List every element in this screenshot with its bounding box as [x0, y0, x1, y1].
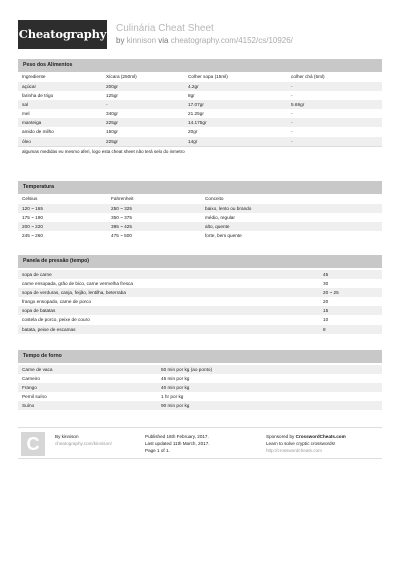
table-row [18, 279, 382, 288]
page-footer [18, 427, 382, 459]
column-header: Conceito [205, 196, 224, 201]
table-row [18, 127, 382, 136]
footer-dates-block [145, 433, 210, 454]
table-cell: 30 [323, 281, 329, 287]
table-row [18, 306, 382, 315]
by-label: by [116, 36, 125, 45]
table-cell: 50 min por kg (ao ponto) [161, 367, 213, 372]
section-heading: Temperatura [18, 181, 382, 194]
author-link[interactable]: kinnison [126, 36, 157, 45]
table-cell: 8gr [188, 93, 195, 99]
table-cell: - [291, 111, 293, 117]
table-row [18, 231, 382, 240]
table-cell: Frango [22, 385, 37, 391]
table-cell: manteiga [22, 120, 42, 126]
table-cell: costela de porco, peixe de couro [22, 317, 90, 323]
table-cell: mel [22, 111, 30, 117]
table-row [18, 392, 382, 401]
footer-author-url[interactable]: cheatography.com/kinnison/ [55, 441, 112, 446]
table-row [18, 315, 382, 324]
table-cell: 20gr [188, 129, 198, 135]
column-header: Xícara (250ml) [106, 74, 137, 79]
table-cell: 21.25gr [188, 111, 204, 117]
table-cell: 4.2gr [188, 84, 199, 89]
table-row [18, 401, 382, 410]
table-cell: alto, quente [205, 224, 230, 230]
section-tempo-forno [18, 350, 382, 410]
updated-date: Last updated 11th March, 2017. [145, 441, 210, 446]
table-cell: 125gr [106, 93, 118, 99]
section-note: algumas medidas eu mesmo aferi, logo esta cheat sheet não terá selo do inmetro [18, 146, 382, 156]
table-row [18, 204, 382, 213]
table-row [18, 100, 382, 109]
table-header-row [18, 194, 382, 204]
table-cell: 225gr [106, 120, 118, 126]
table-cell: óleo [22, 138, 31, 144]
section-heading: Peso dos Alimentos [18, 59, 382, 72]
table-cell: 17.07gr [188, 102, 204, 108]
table-cell: - [291, 93, 293, 99]
sponsor-tagline: Learn to solve cryptic crosswords! [266, 441, 336, 446]
sponsor-url[interactable]: http://crosswordcheats.com [266, 448, 322, 453]
table-cell: 40 min por kg [161, 385, 190, 391]
table-cell: açúcar [22, 84, 37, 89]
table-row [18, 137, 382, 146]
table-cell: sopa de carne [22, 272, 52, 277]
table-row [18, 118, 382, 127]
footer-author-link[interactable]: kinnison [61, 434, 79, 439]
section-temperatura [18, 181, 382, 240]
via-label: via [158, 36, 169, 45]
sheet-title: Culinária Cheat Sheet [116, 23, 214, 34]
column-header: Ingrediente [22, 74, 46, 79]
section-panela-pressao [18, 255, 382, 334]
section-heading: Tempo de forno [18, 350, 382, 363]
table-cell: batata, peixe de escamas [22, 326, 76, 332]
table-cell: forte, bem quente [205, 233, 242, 239]
table-cell: Pernil suíno [22, 394, 47, 400]
table-cell: farinha de trigo [22, 93, 54, 99]
table-cell: 14gr [188, 138, 198, 144]
table-row [18, 222, 382, 231]
table-cell: 20 ~ 25 [323, 290, 339, 296]
page-header [18, 20, 382, 50]
table-row [18, 383, 382, 392]
footer-author-line [55, 433, 112, 440]
table-row [18, 82, 382, 91]
table-cell: 120 ~ 165 [22, 206, 43, 211]
published-date: Published 16th February, 2017. [145, 434, 209, 439]
table-cell: 340gr [106, 111, 118, 117]
column-header: Colher sopa (15ml) [188, 74, 228, 79]
table-cell: 225gr [106, 138, 118, 144]
table-cell: médio, regular [205, 215, 235, 221]
table-cell: 350 ~ 375 [111, 215, 132, 221]
table-row [18, 91, 382, 100]
cheatography-c-icon: C [21, 432, 45, 456]
table-cell: 200gr [106, 84, 118, 89]
table-row [18, 325, 382, 334]
table-cell: sal [22, 102, 28, 108]
table-cell: 250 ~ 325 [111, 206, 132, 211]
table-row [18, 288, 382, 297]
column-header: Celsius [22, 196, 38, 201]
table-cell: 90 min por kg [161, 403, 190, 409]
table-cell: Suíno [22, 403, 35, 409]
table-cell: - [291, 84, 293, 89]
table-row [18, 270, 382, 279]
table-row [18, 374, 382, 383]
table-cell: 200 ~ 220 [22, 224, 43, 230]
table-row [18, 365, 382, 374]
table-cell: 15 [323, 308, 329, 314]
table-cell: Carneiro [22, 376, 40, 382]
sheet-url-link[interactable]: cheatography.com/4152/cs/10926/ [170, 36, 293, 45]
by-label: By [55, 434, 61, 439]
sponsor-line [266, 433, 346, 440]
table-cell: - [106, 102, 108, 108]
table-cell: sopa de batatas [22, 308, 56, 314]
table-cell: 150gr [106, 129, 118, 135]
section-peso-alimentos [18, 59, 382, 156]
footer-sponsor-block [266, 433, 346, 454]
table-cell: 395 ~ 425 [111, 224, 132, 230]
table-cell: 45 min por kg [161, 376, 190, 382]
table-cell: 175 ~ 190 [22, 215, 43, 221]
table-cell: 1 hr por kg [161, 394, 184, 400]
table-cell: frango ensopado, carne de porco [22, 299, 92, 305]
table-cell: 5.69gr [291, 102, 305, 108]
table-cell: 475 ~ 500 [111, 233, 132, 239]
byline [116, 36, 293, 45]
column-header: colher chá (5ml) [291, 74, 325, 79]
table-cell: Carne de vaca [22, 367, 53, 372]
page-number: Page 1 of 1. [145, 448, 170, 453]
section-heading: Panela de pressão (tempo) [18, 255, 382, 268]
table-cell: 8 [323, 326, 326, 332]
table-row [18, 297, 382, 306]
table-header-row [18, 72, 382, 82]
table-cell: - [291, 129, 293, 135]
sponsor-link[interactable]: CrosswordCheats.com [295, 434, 346, 439]
table-cell: carne ensopada, grão de bico, carne vermelha fresca [22, 281, 134, 287]
cheatography-logo[interactable]: Cheatography [18, 20, 107, 49]
table-cell: amido de milho [22, 129, 54, 135]
footer-author-block [55, 433, 112, 447]
sponsor-label: Sponsored by [266, 434, 295, 439]
table-cell: 10 [323, 317, 329, 323]
table-row [18, 109, 382, 118]
table-cell: sopa de verduras, canja, feijão, lentilha, beterraba [22, 290, 126, 296]
table-cell: 20 [323, 299, 329, 305]
table-cell: - [291, 120, 293, 126]
table-cell: 45 [323, 272, 329, 277]
column-header: Fahrenheit [111, 196, 134, 201]
table-cell: 14.175gr [188, 120, 207, 126]
table-cell: - [291, 138, 293, 144]
table-cell: baixo, lento ou brando [205, 206, 252, 211]
table-row [18, 213, 382, 222]
table-cell: 245 ~ 260 [22, 233, 43, 239]
